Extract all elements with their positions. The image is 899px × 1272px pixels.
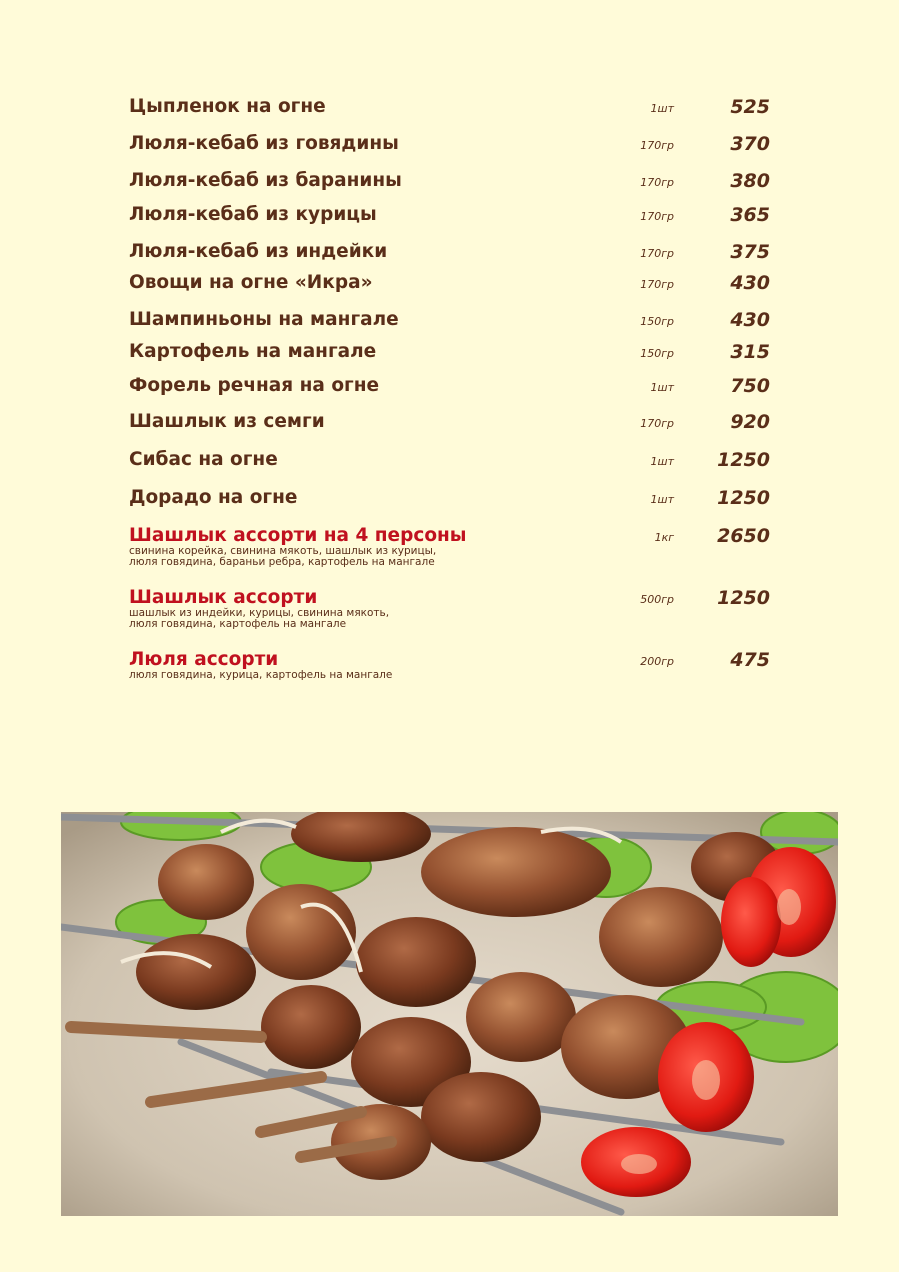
item-price: 525 [730, 96, 770, 118]
menu-item [129, 170, 774, 200]
item-name: Картофель на мангале [129, 341, 377, 362]
item-weight: 170гр [640, 417, 674, 430]
shashlik-illustration [61, 812, 838, 1216]
item-weight: 1шт [650, 102, 674, 115]
menu-item [129, 96, 774, 126]
special-name: Шашлык ассорти [129, 587, 318, 608]
item-weight: 170гр [640, 278, 674, 291]
shashlik-photo [61, 812, 838, 1216]
item-weight: 1шт [650, 381, 674, 394]
description-line: свинина корейка, свинина мякоть, шашлык из курицы, [129, 545, 437, 557]
item-name: Сибас на огне [129, 449, 278, 470]
item-price: 1250 [717, 487, 770, 509]
item-price: 1250 [717, 449, 770, 471]
item-price: 1250 [717, 587, 770, 609]
item-weight: 1шт [650, 455, 674, 468]
special-item [129, 587, 774, 635]
description-line: люля говядина, картофель на мангале [129, 618, 347, 630]
item-price: 380 [730, 170, 770, 192]
item-price: 475 [730, 649, 770, 671]
menu-item [129, 487, 774, 517]
item-weight: 200гр [640, 655, 674, 668]
special-name: Люля ассорти [129, 649, 279, 670]
item-weight: 150гр [640, 315, 674, 328]
special-description [129, 546, 436, 568]
item-weight: 170гр [640, 176, 674, 189]
item-weight: 150гр [640, 347, 674, 360]
item-name: Овощи на огне «Икра» [129, 272, 373, 293]
item-price: 370 [730, 133, 770, 155]
menu-item [129, 204, 774, 234]
special-description [129, 670, 392, 681]
item-name: Цыпленок на огне [129, 96, 326, 117]
item-name: Люля-кебаб из баранины [129, 170, 402, 191]
item-name: Люля-кебаб из индейки [129, 241, 388, 262]
item-weight: 1шт [650, 493, 674, 506]
description-line: люля говядина, бараньи ребра, картофель на мангале [129, 556, 435, 568]
item-name: Дорадо на огне [129, 487, 298, 508]
menu-item [129, 449, 774, 479]
menu-item [129, 241, 774, 271]
item-price: 750 [730, 375, 770, 397]
item-name: Люля-кебаб из курицы [129, 204, 377, 225]
menu-item [129, 272, 774, 302]
item-price: 430 [730, 272, 770, 294]
item-price: 375 [730, 241, 770, 263]
special-item [129, 649, 774, 689]
item-price: 920 [730, 411, 770, 433]
description-line: шашлык из индейки, курицы, свинина мякоть, [129, 607, 390, 619]
item-weight: 1кг [654, 531, 674, 544]
menu-item [129, 411, 774, 441]
special-description [129, 608, 389, 630]
description-line: люля говядина, курица, картофель на мангале [129, 669, 393, 681]
item-name: Люля-кебаб из говядины [129, 133, 399, 154]
menu-item [129, 375, 774, 405]
item-weight: 170гр [640, 210, 674, 223]
item-name: Шашлык из семги [129, 411, 325, 432]
item-weight: 170гр [640, 247, 674, 260]
special-name: Шашлык ассорти на 4 персоны [129, 525, 467, 546]
menu-item [129, 341, 774, 371]
item-weight: 170гр [640, 139, 674, 152]
item-price: 2650 [717, 525, 770, 547]
item-name: Шампиньоны на мангале [129, 309, 399, 330]
item-price: 430 [730, 309, 770, 331]
item-price: 315 [730, 341, 770, 363]
item-name: Форель речная на огне [129, 375, 380, 396]
item-price: 365 [730, 204, 770, 226]
menu-item [129, 133, 774, 163]
menu-item [129, 309, 774, 339]
item-weight: 500гр [640, 593, 674, 606]
special-item [129, 525, 774, 573]
